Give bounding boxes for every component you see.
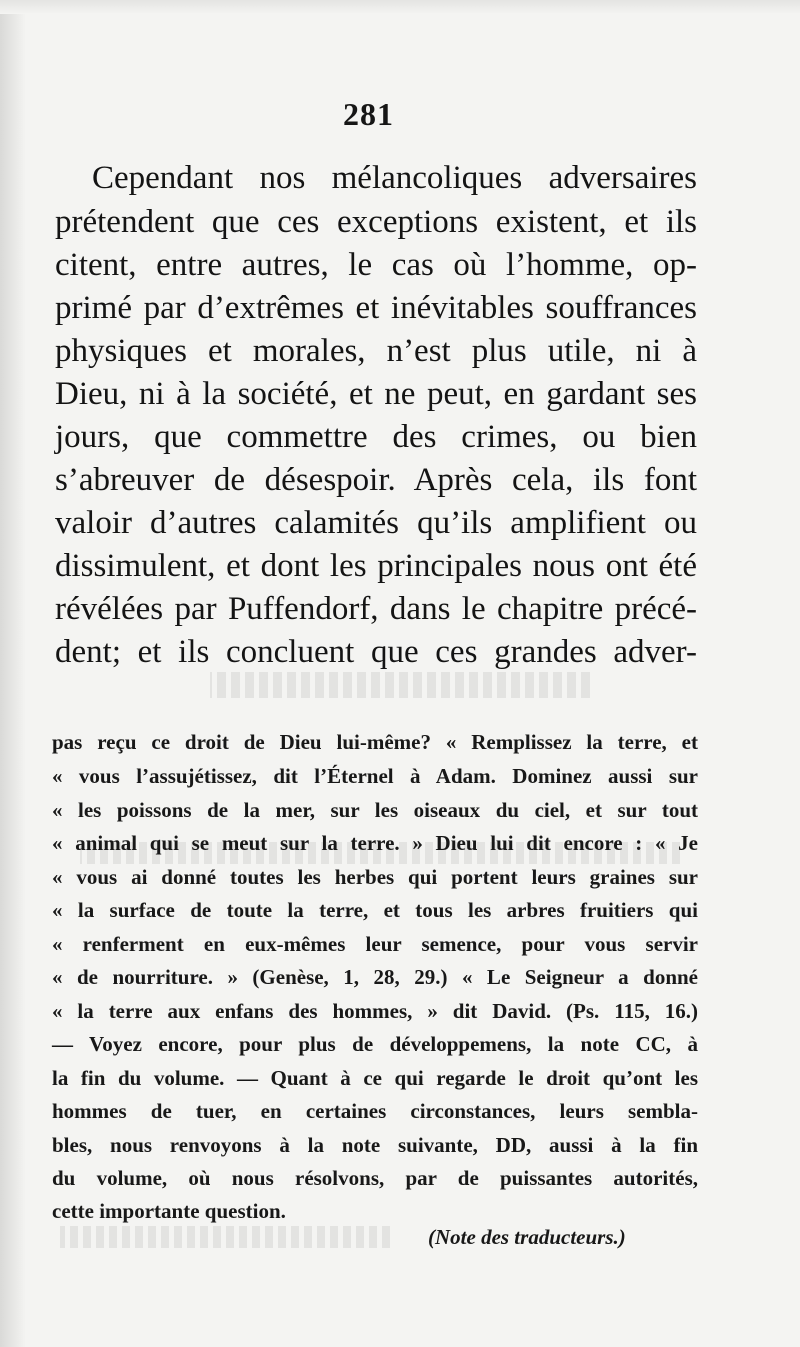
footnote-line: « la terre aux enfans des hommes, » dit David. (Ps. 115, 16.) <box>52 999 698 1023</box>
main-text-line: primé par d’extrêmes et inévitables souffrances <box>55 290 697 326</box>
page-number: 281 <box>343 96 394 132</box>
main-text-line: Dieu, ni à la société, et ne peut, en gardant ses <box>55 376 697 412</box>
footnote-line: cette importante question. <box>52 1199 286 1223</box>
footnote-line: « la surface de toute la terre, et tous les arbres fruitiers qui <box>52 898 698 922</box>
main-text-line: prétendent que ces exceptions existent, et ils <box>55 204 697 240</box>
footnote-credit: (Note des traducteurs.) <box>428 1225 626 1249</box>
footnote-line: — Voyez encore, pour plus de développemens, la note CC, à <box>52 1032 698 1056</box>
footnote-line: bles, nous renvoyons à la note suivante, DD, aussi à la fin <box>52 1133 698 1157</box>
footnote-line: la fin du volume. — Quant à ce qui regarde le droit qu’ont les <box>52 1066 698 1090</box>
footnote-line: hommes de tuer, en certaines circonstances, leurs sembla- <box>52 1099 698 1123</box>
main-text-line: physiques et morales, n’est plus utile, ni à <box>55 333 697 369</box>
footnote-line: « vous l’assujétissez, dit l’Éternel à Adam. Dominez aussi sur <box>52 764 698 788</box>
main-text-line: s’abreuver de désespoir. Après cela, ils font <box>55 462 697 498</box>
footnote-line: « renferment en eux-mêmes leur semence, pour vous servir <box>52 932 698 956</box>
main-text-line: valoir d’autres calamités qu’ils amplifient ou <box>55 505 697 541</box>
footnote-line: « vous ai donné toutes les herbes qui portent leurs graines sur <box>52 865 698 889</box>
page-gutter-shadow <box>0 0 26 1347</box>
footnote-line: « de nourriture. » (Genèse, 1, 28, 29.) « Le Seigneur a donné <box>52 965 698 989</box>
main-text-line: jours, que commettre des crimes, ou bien <box>55 419 697 455</box>
footnote-line: « animal qui se meut sur la terre. » Dieu lui dit encore : « Je <box>52 831 698 855</box>
main-text-line: révélées par Puffendorf, dans le chapitre précé- <box>55 591 697 627</box>
footnote-line: du volume, où nous résolvons, par de puissantes autorités, <box>52 1166 698 1190</box>
show-through-texture <box>60 1226 390 1248</box>
show-through-texture <box>210 672 590 698</box>
main-text-line: dent; et ils concluent que ces grandes adver- <box>55 634 697 670</box>
main-text-line: dissimulent, et dont les principales nous ont été <box>55 548 697 584</box>
main-text-line: Cependant nos mélancoliques adversaires <box>92 160 697 196</box>
footnote-line: « les poissons de la mer, sur les oiseaux du ciel, et sur tout <box>52 798 698 822</box>
footnote-line: pas reçu ce droit de Dieu lui-même? « Remplissez la terre, et <box>52 730 698 754</box>
page-top-shadow <box>0 0 800 14</box>
main-text-line: citent, entre autres, le cas où l’homme, op- <box>55 247 697 283</box>
